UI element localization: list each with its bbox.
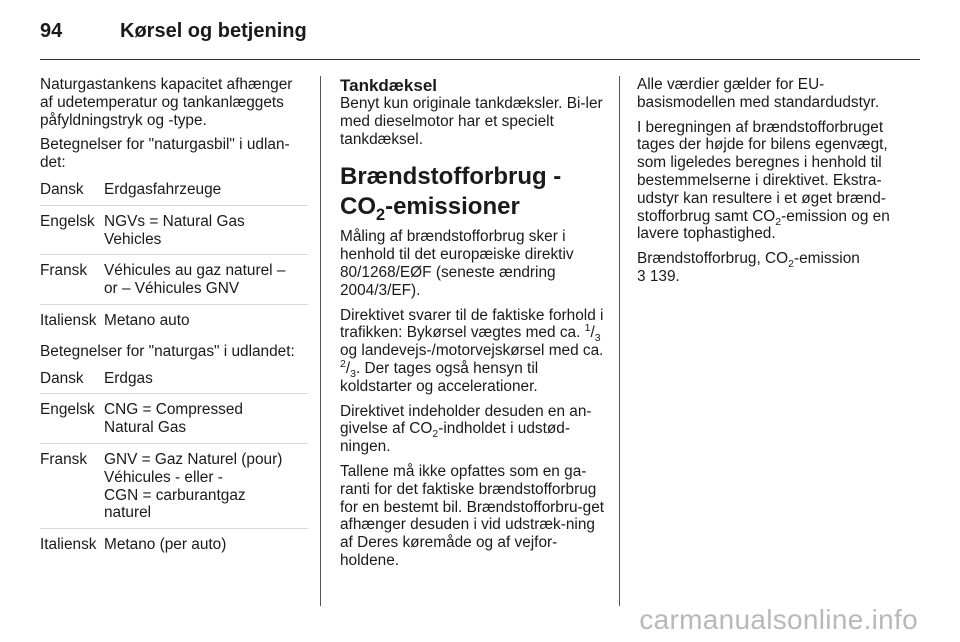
table-cell-language: Italiensk [40, 311, 97, 329]
table-cell-term: Véhicules au gaz naturel – or – Véhicules GNV [104, 262, 286, 298]
page-reference-link[interactable]: 3 139. [637, 267, 680, 285]
header-divider [40, 59, 920, 60]
paragraph-capacity: Naturgastankens kapacitet afhænger af udetemperatur og tankanlæggets påfyldningstryk og -type. [40, 76, 293, 129]
vehicle-terms-table [40, 179, 308, 336]
table-cell-term: GNV = Gaz Naturel (pour) Véhicules - eller - CGN = carburantgaz naturel [104, 450, 283, 522]
page-header [40, 16, 920, 60]
page-number: 94 [40, 20, 63, 42]
paragraph-consumption-ref: Brændstofforbrug, $CO_2$-emission 3 139. [637, 250, 860, 285]
paragraph-co2-content: Direktivet indeholder desuden en an-givelse af $CO_2$-indholdet i udstød-ningen. [340, 402, 592, 456]
column-2 [340, 76, 608, 577]
table-row [40, 206, 308, 256]
paragraph-calculation: I beregningen af brændstofforbruget tages der højde for bilens egenvægt, som ligeledes beregnes i henhold til bestemmelserne i direktivet. Ekstra-udstyr kan resultere i et øget brænd-stofforbrug samt $CO_2$-emission og en lavere tophastighed. [637, 118, 890, 243]
paragraph-measurement: Måling af brændstofforbrug sker i henhold til det europæiske direktiv 80/1268/EØF (seneste ændring 2004/3/EF). [340, 228, 574, 299]
table-row [40, 444, 308, 529]
watermark: carmanualsonline.info [639, 604, 918, 635]
reference-arrow-icon: 3 [637, 267, 646, 285]
heading-fuel-consumption: Brændstofforbrug - $CO_2$-emissioner [340, 163, 562, 225]
table-cell-language: Dansk [40, 180, 84, 198]
column-3 [637, 76, 911, 293]
table-cell-term: Metano auto [104, 311, 190, 329]
table-row [40, 368, 308, 395]
table-cell-language: Engelsk [40, 401, 95, 419]
column-divider-2 [619, 76, 620, 606]
column-1 [40, 76, 308, 567]
table-cell-language: Dansk [40, 369, 84, 387]
table-cell-term: CNG = Compressed Natural Gas [104, 401, 243, 437]
table-cell-term: Metano (per auto) [104, 536, 227, 554]
table-cell-language: Italiensk [40, 536, 97, 554]
table-row [40, 394, 308, 444]
table-cell-language: Fransk [40, 262, 88, 280]
paragraph-directive: Direktivet svarer til de faktiske forhold i trafikken: Bykørsel vægtes med ca. $^1/_3$ og landevejs-/motorvejskørsel med ca. $^2/_3$. Der tages også hensyn til koldstarter og accelerationer. [340, 306, 604, 395]
table-cell-language: Engelsk [40, 212, 95, 230]
table-row [40, 305, 308, 336]
paragraph-guarantee: Tallene må ikke opfattes som en ga-ranti for det faktiske brændstofforbrug for en bestemt bil. Brændstofforbru-get afhænger desuden i vid udstræk-ning af Deres køremåde og af vejfor-holdene. [340, 462, 605, 569]
table-row [40, 255, 308, 305]
gas-terms-table [40, 368, 308, 560]
paragraph-gas-terms: Betegnelser for "naturgas" i udlandet: [40, 342, 295, 360]
paragraph-fuel-cap: Benyt kun originale tankdæksler. Bi-ler med dieselmotor har et specielt tankdæksel. [340, 95, 603, 148]
table-row [40, 529, 308, 560]
table-row [40, 179, 308, 206]
column-divider-1 [320, 76, 321, 606]
paragraph-vehicle-terms: Betegnelser for "naturgasbil" i udlan-det: [40, 136, 290, 172]
table-cell-term: NGVs = Natural Gas Vehicles [104, 212, 245, 248]
heading-fuel-cap: Tankdæksel [340, 76, 438, 95]
table-cell-term: Erdgasfahrzeuge [104, 180, 222, 198]
page-title: Kørsel og betjening [120, 20, 307, 42]
table-cell-term: Erdgas [104, 369, 153, 387]
table-cell-language: Fransk [40, 450, 88, 468]
paragraph-eu-base: Alle værdier gælder for EU-basismodellen med standardudstyr. [637, 76, 880, 111]
